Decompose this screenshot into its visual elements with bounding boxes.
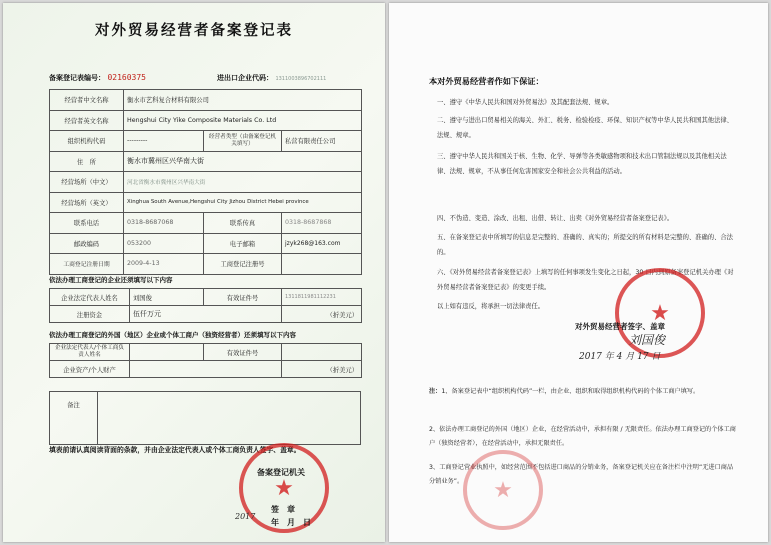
org-code: --------- xyxy=(124,131,204,152)
guarantee-item: 一、遵守《中华人民共和国对外贸易法》及其配套法规、规章。 xyxy=(437,99,614,106)
ie-code-label: 进出口企业代码： xyxy=(217,74,273,82)
table-row xyxy=(50,110,362,131)
table-row xyxy=(50,192,362,213)
business-place-en: Xinghua South Avenue,Hengshui City Jizhou District Hebei province xyxy=(124,192,362,213)
guarantee-title: 本对外贸易经营者作如下保证： xyxy=(429,76,544,86)
note-text: 1、备案登记表中“组织机构代码”一栏，由企业、组织和取得组织机构代码的个体工商户填写。 xyxy=(441,388,700,395)
row-label: 经营者英文名称 xyxy=(50,110,124,131)
handwritten-year: 2017 xyxy=(235,512,256,521)
seal-label: 签 章 xyxy=(271,505,295,514)
reg-no-value: 02160375 xyxy=(107,73,146,82)
guarantee-item: 三、遵守中华人民共和国关于核、生物、化学、导弹等各类敏感物项和技术出口管制法规以及其他相关法律、法规、规章，不从事任何危害国家安全和社会公共利益的活动。 xyxy=(437,153,727,175)
table-row xyxy=(50,90,362,111)
row-label: 住 所 xyxy=(50,151,124,172)
legal-rep-name: 刘国俊 xyxy=(130,289,204,306)
registration-form-page xyxy=(3,3,385,542)
form-title: 对外贸易经营者备案登记表 xyxy=(95,23,293,39)
row-label: 邮政编码 xyxy=(50,233,124,254)
currency-unit: （折美元） xyxy=(282,306,362,323)
foreign-info-table xyxy=(49,343,362,378)
row-label: 有效证件号 xyxy=(204,344,282,361)
registration-number xyxy=(282,254,362,275)
table-row xyxy=(50,361,362,378)
authority-label: 备案登记机关 xyxy=(257,468,305,477)
reg-no-label: 备案登记表编号： xyxy=(49,74,105,82)
company-cn-name: 衡水市艺科复合材料有限公司 xyxy=(124,90,362,111)
row-label: 有效证件号 xyxy=(204,289,282,306)
row-label: 经营场所（英文） xyxy=(50,192,124,213)
table-row xyxy=(50,131,362,152)
row-label: 联系传真 xyxy=(204,213,282,234)
row-label: 企业法定代表人姓名 xyxy=(50,289,130,306)
row-label: 电子邮箱 xyxy=(204,233,282,254)
instruction-text: 填表前请认真阅读背面的条款，并由企业法定代表人或个体工商负责人签字、盖章。 xyxy=(49,446,301,454)
fax: 0318-8687868 xyxy=(282,213,362,234)
guarantee-item: 五、在备案登记表中所填写的信息是完整的、准确的、真实的；所提交的所有材料是完整的、准确的、合法的。 xyxy=(437,234,733,256)
ie-code-row xyxy=(217,73,326,83)
row-label: 联系电话 xyxy=(50,213,124,234)
row-label: 经营者类型（由备案登记机关填写） xyxy=(204,131,282,152)
foreign-rep-id xyxy=(282,344,362,361)
table-row xyxy=(50,254,362,275)
table-row xyxy=(50,289,362,306)
note-3: 3、工商登记营业执照中，如经营范围不包括进口商品的分销业务，备案登记机关应在备注栏中注明“无进口商品分销业务”。 xyxy=(429,464,734,485)
ie-code-value: 1311003896702111 xyxy=(275,76,327,82)
official-seal-icon: ★ xyxy=(239,443,329,533)
date-label: 年 月 日 xyxy=(271,518,311,527)
guarantee-item: 四、不伪造、变造、涂改、出租、出借、转让、出卖《对外贸易经营者备案登记表》。 xyxy=(437,215,674,222)
assets-value xyxy=(130,361,282,378)
company-seal-icon: ★ xyxy=(615,268,705,358)
handwritten-signature: 刘国俊 xyxy=(629,333,666,347)
business-place-cn: 河北省衡水市冀州区兴华南大街 xyxy=(124,172,362,193)
table-row xyxy=(50,392,361,445)
section-heading: 依法办理工商登记的外国（地区）企业或个体工商户（独资经营者）还须填写以下内容 xyxy=(49,331,296,339)
email: jzyk268@163.com xyxy=(282,233,362,254)
table-row xyxy=(50,172,362,193)
guarantee-page xyxy=(389,3,768,542)
sign-label: 对外贸易经营者签字、盖章 xyxy=(575,322,665,331)
remark-value xyxy=(98,392,361,445)
currency-unit: （折美元） xyxy=(282,361,362,378)
enterprise-info-table xyxy=(49,288,362,323)
operator-type: 私营有限责任公司 xyxy=(282,131,362,152)
table-row xyxy=(50,233,362,254)
guarantee-item: 六、《对外贸易经营者备案登记表》上填写的任何事项发生变化之日起，30 日内到原备案登记机关办理《对外贸易经营者备案登记表》的变更手续。 xyxy=(437,269,734,291)
row-label: 工商登记注册号 xyxy=(204,254,282,275)
table-row xyxy=(50,213,362,234)
main-info-table xyxy=(49,89,362,275)
row-label: 组织机构代码 xyxy=(50,131,124,152)
table-row xyxy=(50,151,362,172)
phone: 0318-8687068 xyxy=(124,213,204,234)
table-row xyxy=(50,306,362,323)
company-en-name: Hengshui City Yike Composite Materials Co. Ltd xyxy=(124,110,362,131)
row-label: 工商登记注册日期 xyxy=(50,254,124,275)
row-label: 企业资产/个人财产 xyxy=(50,361,130,378)
guarantee-item: 以上如有违反，将承担一切法律责任。 xyxy=(437,303,545,310)
guarantee-item: 二、遵守与进出口贸易相关的海关、外汇、税务、检验检疫、环保、知识产权等中华人民共和国其他法律、法规、规章。 xyxy=(437,117,733,139)
note-prefix: 注： xyxy=(429,388,442,395)
row-label: 企业法定代表人/个体工商负责人姓名 xyxy=(50,344,130,361)
table-row xyxy=(50,344,362,361)
reg-no-row xyxy=(49,73,146,83)
note-2: 2、依法办理工商登记的外国（地区）企业，在经营活动中，承担有限 / 无限责任。依法办理工商登记的个体工商户（独资经营者），在经营活动中，承担无限责任。 xyxy=(429,426,736,447)
row-label: 经营者中文名称 xyxy=(50,90,124,111)
registered-capital: 伍仟万元 xyxy=(130,306,282,323)
address: 衡水市冀州区兴华南大街 xyxy=(124,151,362,172)
legal-rep-id: 1311811981112231 xyxy=(282,289,362,306)
row-label: 注册资金 xyxy=(50,306,130,323)
note-1 xyxy=(429,385,739,399)
handwritten-date: 2017 年 4 月 17 日 xyxy=(579,352,661,362)
postal-code: 053200 xyxy=(124,233,204,254)
faded-seal-icon: ★ xyxy=(463,450,543,530)
section-heading: 依法办理工商登记的企业还须填写以下内容 xyxy=(49,276,173,284)
foreign-rep-name xyxy=(130,344,204,361)
row-label: 经营场所（中文） xyxy=(50,172,124,193)
remark-label: 备注 xyxy=(50,392,98,445)
remarks-table xyxy=(49,391,361,445)
registration-date: 2009-4-13 xyxy=(124,254,204,275)
